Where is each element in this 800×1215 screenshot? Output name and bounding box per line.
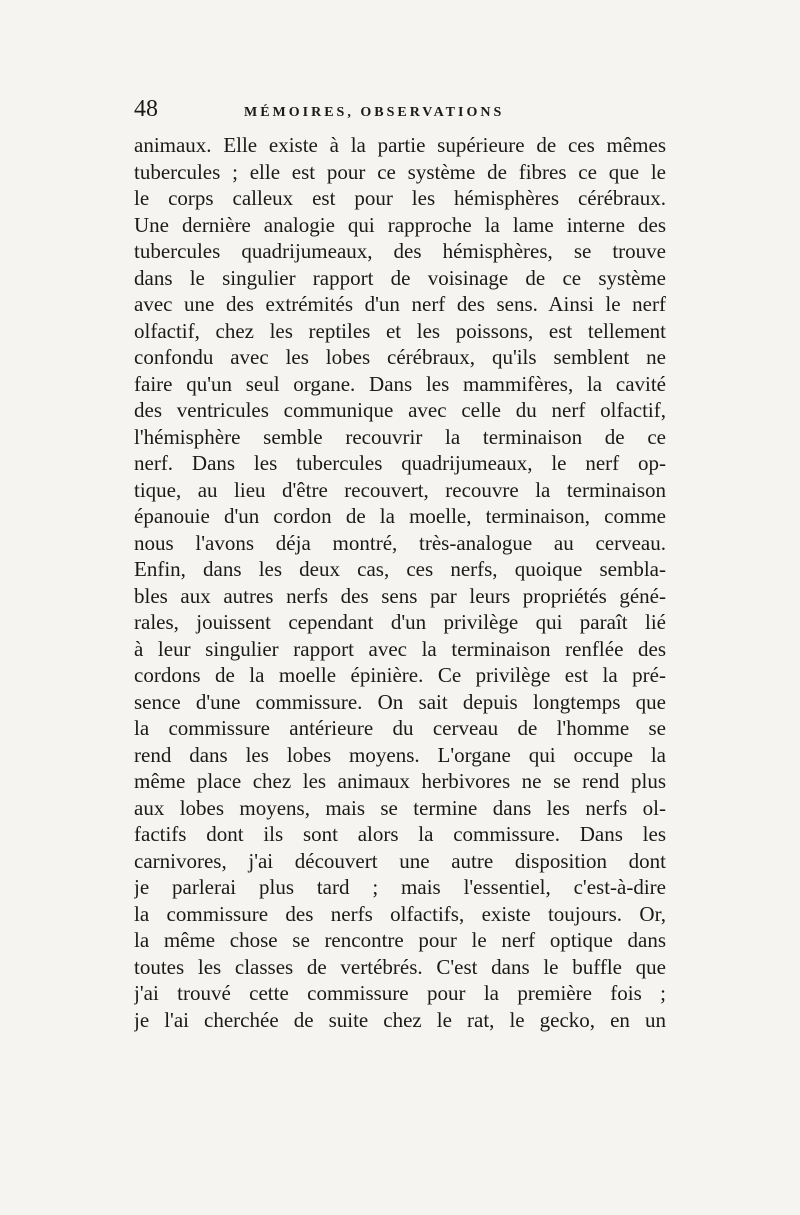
- text-line: rales, jouissent cependant d'un privilège qui paraît lié: [134, 610, 666, 634]
- text-line: la commissure antérieure du cerveau de l'homme se: [134, 716, 666, 740]
- text-line: animaux. Elle existe à la partie supérieure de ces mêmes: [134, 133, 666, 157]
- text-line: la commissure des nerfs olfactifs, existe toujours. Or,: [134, 901, 666, 926]
- text-line: toutes les classes de vertébrés. C'est dans le buffle que: [134, 954, 666, 979]
- text-line: tubercules quadrijumeaux, des hémisphères, se trouve: [134, 239, 666, 263]
- text-line: aux lobes moyens, mais se termine dans les nerfs ol-: [134, 795, 666, 820]
- text-line: faire qu'un seul organe. Dans les mammifères, la cavité: [134, 371, 666, 396]
- text-line: le corps calleux est pour les hémisphères cérébraux.: [134, 186, 666, 210]
- page-number: 48: [134, 96, 158, 122]
- text-line: à leur singulier rapport avec la terminaison renflée des: [134, 636, 666, 661]
- text-line: tubercules ; elle est pour ce système de fibres ce que le: [134, 159, 666, 184]
- text-line: Enfin, dans les deux cas, ces nerfs, quoique sembla-: [134, 557, 666, 581]
- text-line: la même chose se rencontre pour le nerf optique dans: [134, 928, 666, 952]
- text-line: tique, au lieu d'être recouvert, recouvre la terminaison: [134, 477, 666, 502]
- text-line: je parlerai plus tard ; mais l'essentiel, c'est-à-dire: [134, 875, 666, 899]
- running-head: MÉMOIRES, OBSERVATIONS: [244, 105, 505, 120]
- text-line: cordons de la moelle épinière. Ce privilège est la pré-: [134, 663, 666, 687]
- text-line: bles aux autres nerfs des sens par leurs propriétés géné-: [134, 583, 666, 608]
- text-line: Une dernière analogie qui rapproche la lame interne des: [134, 212, 666, 237]
- text-line: même place chez les animaux herbivores ne se rend plus: [134, 769, 666, 793]
- text-line: des ventricules communique avec celle du nerf olfactif,: [134, 398, 666, 422]
- text-line: nerf. Dans les tubercules quadrijumeaux, le nerf op-: [134, 451, 666, 475]
- page-header: [134, 96, 666, 132]
- text-line: épanouie d'un cordon de la moelle, terminaison, comme: [134, 504, 666, 528]
- text-line: olfactif, chez les reptiles et les poissons, est tellement: [134, 318, 666, 343]
- book-page: [134, 96, 666, 1033]
- text-line: dans le singulier rapport de voisinage de ce système: [134, 265, 666, 290]
- text-line: sence d'une commissure. On sait depuis longtemps que: [134, 689, 666, 714]
- text-line: rend dans les lobes moyens. L'organe qui occupe la: [134, 742, 666, 767]
- text-line: l'hémisphère semble recouvrir la terminaison de ce: [134, 424, 666, 449]
- text-line: confondu avec les lobes cérébraux, qu'ils semblent ne: [134, 345, 666, 369]
- body-text: [134, 132, 666, 1033]
- text-line: nous l'avons déja montré, très-analogue au cerveau.: [134, 530, 666, 555]
- text-line: avec une des extrémités d'un nerf des sens. Ainsi le nerf: [134, 292, 666, 316]
- text-line: carnivores, j'ai découvert une autre disposition dont: [134, 848, 666, 873]
- text-line: j'ai trouvé cette commissure pour la première fois ;: [134, 981, 666, 1005]
- text-line: factifs dont ils sont alors la commissure. Dans les: [134, 822, 666, 846]
- text-line: je l'ai cherchée de suite chez le rat, le gecko, en un: [134, 1007, 666, 1032]
